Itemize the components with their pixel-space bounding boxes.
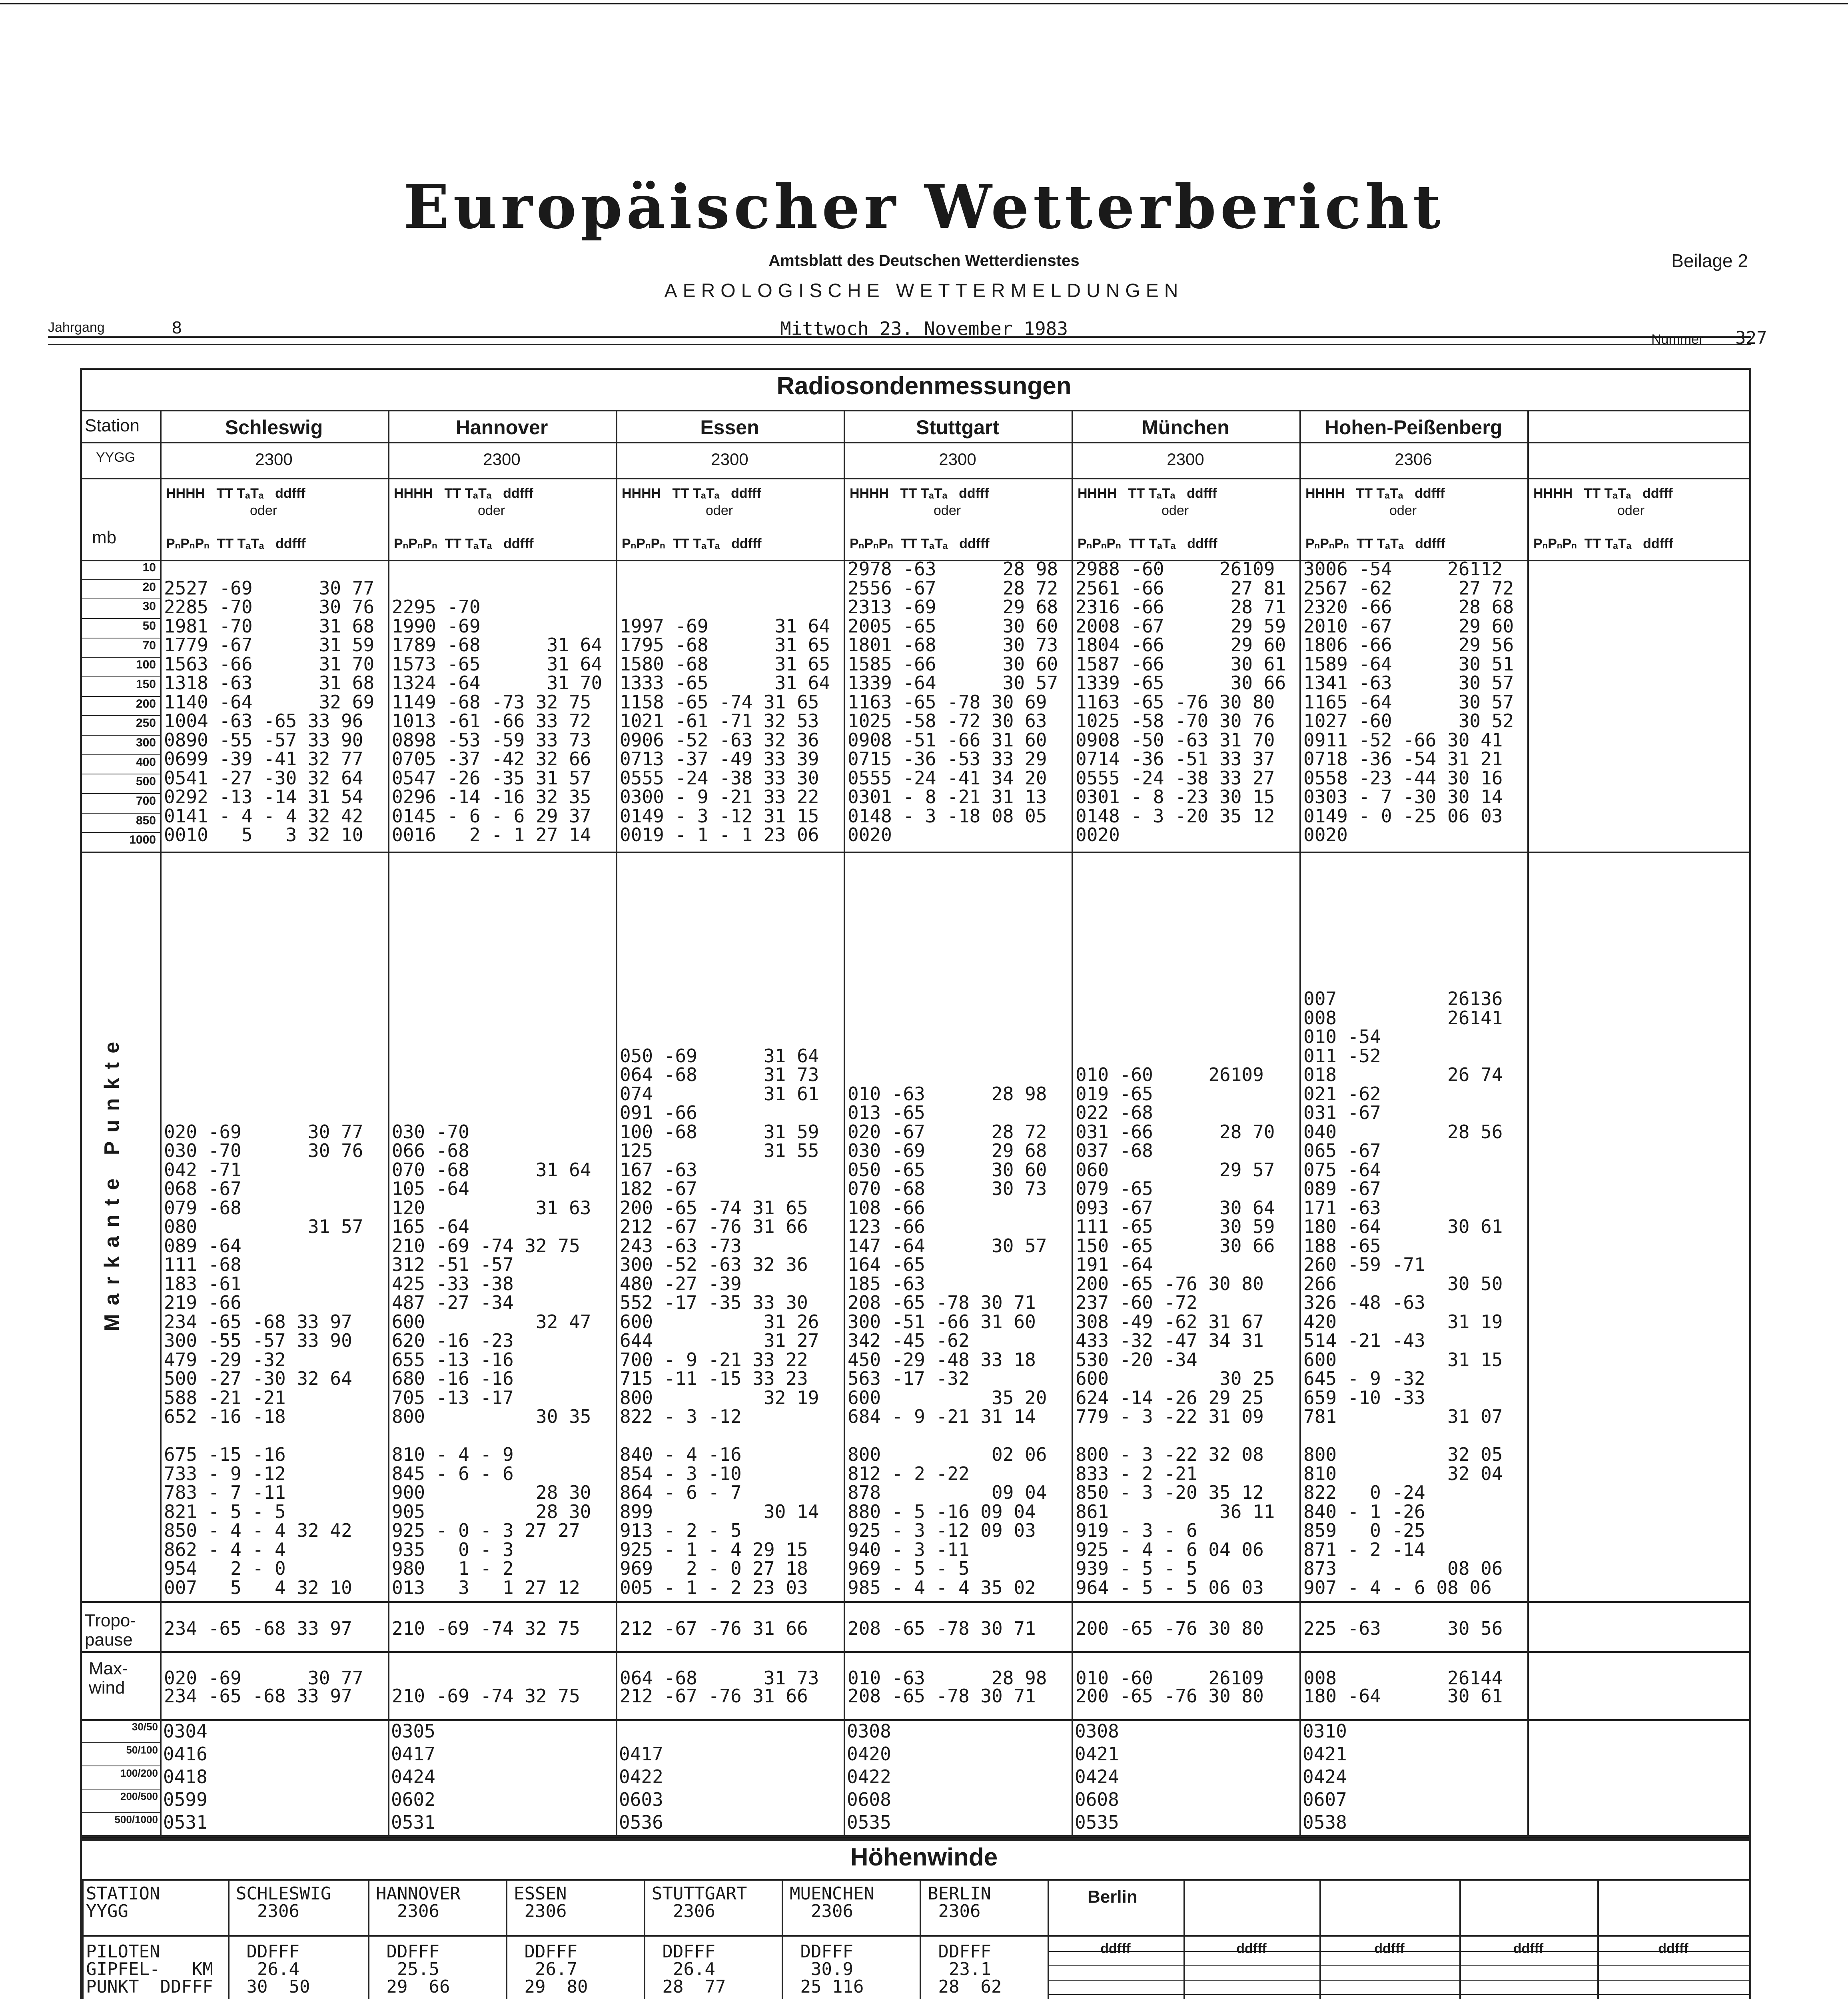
hw-station: HANNOVER 2306 bbox=[376, 1883, 461, 1921]
maxwind-data: 020 -69 30 77 234 -65 -68 33 97 bbox=[164, 1667, 363, 1707]
blank-col-ddfff: dd​fff bbox=[1374, 1941, 1405, 1956]
level-row-rule bbox=[82, 676, 160, 677]
column-header-alt: PₙPₙPₙ TT TₐTₐ ddfff bbox=[622, 536, 762, 551]
jahrgang-label: Jahrgang bbox=[48, 320, 105, 335]
level-label: 100 bbox=[136, 658, 156, 672]
radiosonde-row-rule bbox=[82, 442, 1749, 443]
hoehenwinde-col-rule bbox=[644, 1879, 645, 1999]
level-row-rule bbox=[82, 657, 160, 658]
hw-station: BERLIN 2306 bbox=[928, 1883, 991, 1921]
tropopause-data: 225 -63 30 56 bbox=[1303, 1618, 1503, 1639]
column-header: HHHH TT TₐTₐ ddfff bbox=[1305, 486, 1445, 501]
tropopause-data: 234 -65 -68 33 97 bbox=[164, 1618, 352, 1639]
level-row-rule bbox=[82, 715, 160, 716]
level-label: 850 bbox=[136, 814, 156, 827]
column-header-oder: oder bbox=[1161, 503, 1189, 518]
hoehenwinde-title: Höhenwinde bbox=[850, 1843, 998, 1871]
hoehenwinde-row-rule bbox=[82, 1935, 1749, 1937]
level-row-rule bbox=[82, 793, 160, 794]
station-name: Hohen-Peißenberg bbox=[1324, 416, 1503, 439]
markante-punkte-data: 010 -63 28 98 013 -65 020 -67 28 72 030 -69 29 68 050 -65 30 60 070 -68 30 73 108 -66 123 -66 147 -64 30 57 164 -65 185 -63 208 -65 -78 30 71 300 -51 -66 31 60 342 -45 -62 450 -29 -48 33 18 563 -17 -32 600 35 20 684 - 9 -21 31 14 800 02 06 812 - 2 -22 878 09 04 880 - 5 -16 09 04 925 - 3 -12 09 03 940 - 3 -11 969 - 5 - 5 985 - 4 - 4 35 02 bbox=[848, 1083, 1047, 1598]
level-label: 700 bbox=[136, 794, 156, 808]
hw-station: MUENCHEN 2306 bbox=[790, 1883, 874, 1921]
markante-punkte-data: 007 26136 008 26141 010 -54 011 -52 018 26 74 021 -62 031 -67 040 28 56 065 -67 075 -64 089 -67 171 -63 180 -64 30 61 188 -65 260 -59 -71 266 30 50 326 -48 -63 420 31 19 514 -21 -43 600 31 15 645 - 9 -32 659 -10 -33 781 31 07 800 32 05 810 32 04 822 0 -24 840 - 1 -26 859 0 -25 871 - 2 -14 873 08 06 907 - 4 - 6 08 06 bbox=[1303, 988, 1503, 1598]
level-label: 300 bbox=[136, 736, 156, 749]
layer-thickness-data: 0308 0421 0424 0608 0535 bbox=[1075, 1720, 1119, 1833]
blank-grid-rule bbox=[1048, 1980, 1749, 1981]
radiosonde-row-rule bbox=[82, 1719, 1749, 1721]
small-level-row-rule bbox=[82, 1812, 160, 1813]
station-yygg: 2300 bbox=[255, 450, 293, 469]
radiosonde-col-rule bbox=[388, 410, 389, 1835]
column-header: HHHH TT TₐTₐ ddfff bbox=[1078, 486, 1217, 501]
jahrgang-value: 8 bbox=[172, 318, 182, 337]
hoehenwinde-col-rule bbox=[506, 1879, 507, 1999]
column-header: HHHH TT TₐTₐ ddfff bbox=[166, 486, 305, 501]
column-header: HHHH TT TₐTₐ ddfff bbox=[622, 486, 761, 501]
level-label: 20 bbox=[142, 580, 156, 594]
station-name: Schleswig bbox=[225, 416, 323, 439]
tropopause-data: 212 -67 -76 31 66 bbox=[620, 1618, 808, 1639]
station-name: Essen bbox=[700, 416, 759, 439]
radiosonde-row-rule bbox=[82, 1651, 1749, 1653]
piloten-label: PILOTEN GIPFEL- KM PUNKT DDFFF bbox=[86, 1941, 213, 1997]
hw-gipfel: DDFFF 30.9 25 116 bbox=[800, 1941, 864, 1997]
level-label: 500 bbox=[136, 775, 156, 788]
top-rule bbox=[0, 3, 1848, 4]
small-level-label: 50/100 bbox=[126, 1744, 158, 1756]
hoehenwinde-col-rule bbox=[1048, 1879, 1049, 1999]
column-header-oder: oder bbox=[478, 503, 505, 518]
markante-punkte-data: 030 -70 066 -68 070 -68 31 64 105 -64 120 31 63 165 -64 210 -69 -74 32 75 312 -51 -57 425 -33 -38 487 -27 -34 600 32 47 620 -16 -23 655 -13 -16 680 -16 -16 705 -13 -17 800 30 35 810 - 4 - 9 845 - 6 - 6 900 28 30 905 28 30 925 - 0 - 3 27 27 935 0 - 3 980 1 - 2 013 3 1 27 12 bbox=[392, 1121, 591, 1598]
small-level-label: 500/1000 bbox=[114, 1813, 158, 1825]
subtitle: Amtsblatt des Deutschen Wetterdienstes bbox=[768, 252, 1080, 269]
blank-grid-rule bbox=[1048, 1965, 1749, 1966]
header-rule-2 bbox=[48, 344, 1751, 345]
station-yygg: 2300 bbox=[483, 450, 521, 469]
markante-punkte-data: 010 -60 26109 019 -65 022 -68 031 -66 28 70 037 -68 060 29 57 079 -65 093 -67 30 64 111 -65 30 59 150 -65 30 66 191 -64 200 -65 -76 30 80 237 -60 -72 308 -49 -62 31 67 433 -32 -47 34 31 530 -20 -34 600 30 25 624 -14 -26 29 25 779 - 3 -22 31 09 800 - 3 -22 32 08 833 - 2 -21 850 - 3 -20 35 12 861 36 11 919 - 3 - 6 925 - 4 - 6 04 06 939 - 5 - 5 964 - 5 - 5 06 03 bbox=[1076, 1064, 1275, 1598]
hw-station: ESSEN 2306 bbox=[514, 1883, 567, 1921]
tropopause-row-label: Tropo- pause bbox=[85, 1611, 136, 1650]
level-row-rule bbox=[82, 735, 160, 736]
blank-col-ddfff: dd​fff bbox=[1658, 1941, 1688, 1956]
level-label: 1000 bbox=[129, 833, 156, 847]
level-label: 200 bbox=[136, 697, 156, 710]
maxwind-data: 008 26144 180 -64 30 61 bbox=[1303, 1667, 1503, 1707]
column-header-alt: PₙPₙPₙ TT TₐTₐ ddfff bbox=[1533, 536, 1673, 551]
standard-level-data: 2988 -60 26109 2561 -66 27 81 2316 -66 28 71 2008 -67 29 59 1804 -66 29 60 1587 -66 30 61 1339 -65 30 66 1163 -65 -76 30 80 1025 -58 -70 30 76 0908 -50 -63 31 70 0714 -36 -51 33 37 0555 -24 -38 33 27 0301 - 8 -23 30 15 0148 - 3 -20 35 12 0020 bbox=[1076, 558, 1286, 846]
blank-col-ddfff: dd​fff bbox=[1236, 1941, 1267, 1956]
standard-level-data: 2978 -63 28 98 2556 -67 28 72 2313 -69 29 68 2005 -65 30 60 1801 -68 30 73 1585 -66 30 60 1339 -64 30 57 1163 -65 -78 30 69 1025 -58 -72 30 63 0908 -51 -66 31 60 0715 -36 -53 33 29 0555 -24 -41 34 20 0301 - 8 -21 31 13 0148 - 3 -18 08 05 0020 bbox=[848, 558, 1058, 846]
station-row-label: Station bbox=[85, 416, 140, 435]
small-level-label: 200/500 bbox=[120, 1790, 158, 1802]
level-row-rule bbox=[82, 754, 160, 755]
radiosonde-col-rule bbox=[1072, 410, 1073, 1835]
standard-level-data: 1997 -69 31 64 1795 -68 31 65 1580 -68 31 65 1333 -65 31 64 1158 -65 -74 31 65 1021 -61 -71 32 53 0906 -52 -63 32 36 0713 -37 -49 33 39 0555 -24 -38 33 30 0300 - 9 -21 33 22 0149 - 3 -12 31 15 0019 - 1 - 1 23 06 bbox=[620, 615, 830, 846]
hoehenwinde-row-rule bbox=[82, 1879, 1749, 1881]
column-header-alt: PₙPₙPₙ TT TₐTₐ ddfff bbox=[1078, 536, 1217, 551]
layer-thickness-data: 0308 0420 0422 0608 0535 bbox=[847, 1720, 891, 1833]
hw-gipfel: DDFFF 26.7 29 80 bbox=[524, 1941, 588, 1997]
hoehenwinde-col-rule bbox=[1597, 1879, 1599, 1999]
radiosonde-row-rule bbox=[82, 1601, 1749, 1603]
station-yygg: 2306 bbox=[1395, 450, 1432, 469]
radiosonde-row-rule bbox=[82, 410, 1749, 411]
page-title: Europäischer Wetterbericht bbox=[403, 172, 1445, 242]
level-row-rule bbox=[82, 832, 160, 833]
level-row-rule bbox=[82, 696, 160, 697]
column-header: HHHH TT TₐTₐ ddfff bbox=[394, 486, 533, 501]
column-header: HHHH TT TₐTₐ ddfff bbox=[1533, 486, 1673, 501]
nummer-value: 327 bbox=[1735, 328, 1767, 348]
hoehenwinde-col-rule bbox=[1749, 1879, 1751, 1999]
column-header-alt: PₙPₙPₙ TT TₐTₐ ddfff bbox=[1305, 536, 1445, 551]
level-label: 250 bbox=[136, 716, 156, 730]
hoehenwinde-col-rule bbox=[82, 1879, 84, 1999]
radiosonde-row-rule bbox=[82, 1835, 1749, 1837]
station-name: Hannover bbox=[455, 416, 548, 439]
hw-gipfel: DDFFF 26.4 28 77 bbox=[662, 1941, 726, 1997]
radiosonde-row-rule bbox=[82, 852, 1749, 853]
blank-col-ddfff: dd​fff bbox=[1100, 1941, 1131, 1956]
blank-col-ddfff: dd​fff bbox=[1513, 1941, 1544, 1956]
markante-punkte-label: Markante Punkte bbox=[100, 1033, 124, 1331]
level-label: 150 bbox=[136, 678, 156, 691]
small-level-row-rule bbox=[82, 1789, 160, 1790]
station-name: München bbox=[1142, 416, 1229, 439]
radiosonde-col-rule bbox=[1749, 410, 1751, 1835]
column-header-oder: oder bbox=[250, 503, 277, 518]
hw-station: SCHLESWIG 2306 bbox=[236, 1883, 331, 1921]
radiosonde-col-rule bbox=[844, 410, 845, 1835]
hoehenwinde-col-rule bbox=[920, 1879, 921, 1999]
berlin-box-label: Berlin bbox=[1088, 1887, 1138, 1907]
station-yygg: 2300 bbox=[711, 450, 748, 469]
blank-grid-rule bbox=[1048, 1994, 1749, 1995]
markante-punkte-data: 020 -69 30 77 030 -70 30 76 042 -71 068 -67 079 -68 080 31 57 089 -64 111 -68 183 -61 219 -66 234 -65 -68 33 97 300 -55 -57 33 90 479 -29 -32 500 -27 -30 32 64 588 -21 -21 652 -16 -18 675 -15 -16 733 - 9 -12 783 - 7 -11 821 - 5 - 5 850 - 4 - 4 32 42 862 - 4 - 4 954 2 - 0 007 5 4 32 10 bbox=[164, 1121, 363, 1598]
small-level-label: 30/50 bbox=[132, 1721, 158, 1733]
issue-date: Mittwoch 23. November 1983 bbox=[780, 318, 1068, 339]
hoehenwinde-col-rule bbox=[1319, 1879, 1321, 1999]
radiosonde-col-rule bbox=[616, 410, 617, 1835]
column-header: HHHH TT TₐTₐ ddfff bbox=[850, 486, 989, 501]
maxwind-data: 064 -68 31 73 212 -67 -76 31 66 bbox=[620, 1667, 819, 1707]
radiosonde-col-rule bbox=[1527, 410, 1529, 1835]
radiosonde-row-rule bbox=[82, 478, 1749, 479]
column-header-alt: PₙPₙPₙ TT TₐTₐ ddfff bbox=[850, 536, 990, 551]
beilage-label: Beilage 2 bbox=[1671, 250, 1748, 271]
hoehenwinde-col-rule bbox=[1183, 1879, 1185, 1999]
yygg-row-label: YYGG bbox=[96, 450, 136, 465]
markante-punkte-data: 050 -69 31 64 064 -68 31 73 074 31 61 091 -66 100 -68 31 59 125 31 55 167 -63 182 -67 200 -65 -74 31 65 212 -67 -76 31 66 243 -63 -73 300 -52 -63 32 36 480 -27 -39 552 -17 -35 33 30 600 31 26 644 31 27 700 - 9 -21 33 22 715 -11 -15 33 23 800 32 19 822 - 3 -12 840 - 4 -16 854 - 3 -10 864 - 6 - 7 899 30 14 913 - 2 - 5 925 - 1 - 4 29 15 969 2 - 0 27 18 005 - 1 - 2 23 03 bbox=[620, 1045, 819, 1598]
level-row-rule bbox=[82, 813, 160, 814]
column-header-oder: oder bbox=[934, 503, 961, 518]
column-header-oder: oder bbox=[1617, 503, 1645, 518]
hw-gipfel: DDFFF 25.5 29 66 bbox=[386, 1941, 450, 1997]
tropopause-data: 208 -65 -78 30 71 bbox=[848, 1618, 1036, 1639]
layer-thickness-data: 0305 0417 0424 0602 0531 bbox=[391, 1720, 435, 1833]
station-yygg: 2300 bbox=[939, 450, 976, 469]
maxwind-data: 010 -60 26109 200 -65 -76 30 80 bbox=[1076, 1667, 1264, 1707]
station-name: Stuttgart bbox=[916, 416, 1000, 439]
level-label: 50 bbox=[142, 619, 156, 632]
layer-thickness-data: 0304 0416 0418 0599 0531 bbox=[163, 1720, 208, 1833]
mb-row-label: mb bbox=[92, 528, 117, 547]
hw-gipfel: DDFFF 26.4 30 50 bbox=[246, 1941, 310, 1997]
radiosonde-title: Radiosondenmessungen bbox=[776, 372, 1072, 400]
tropopause-data: 210 -69 -74 32 75 bbox=[392, 1618, 580, 1639]
column-header-oder: oder bbox=[1389, 503, 1417, 518]
radiosonde-col-rule bbox=[1299, 410, 1301, 1835]
hoehenwinde-col-rule bbox=[1459, 1879, 1461, 1999]
level-label: 400 bbox=[136, 755, 156, 769]
layer-thickness-data: 0310 0421 0424 0607 0538 bbox=[1303, 1720, 1347, 1833]
hoehenwinde-col-rule bbox=[228, 1879, 230, 1999]
column-header-alt: PₙPₙPₙ TT TₐTₐ ddfff bbox=[394, 536, 534, 551]
hoehenwinde-col-rule bbox=[368, 1879, 369, 1999]
column-header-alt: PₙPₙPₙ TT TₐTₐ ddfff bbox=[166, 536, 306, 551]
level-label: 70 bbox=[142, 638, 156, 652]
level-label: 30 bbox=[142, 600, 156, 613]
column-header-oder: oder bbox=[706, 503, 733, 518]
section-heading-aerologische: AEROLOGISCHE WETTERMELDUNGEN bbox=[664, 280, 1184, 301]
radiosonde-col-rule bbox=[160, 410, 162, 1835]
standard-level-data: 2527 -69 30 77 2285 -70 30 76 1981 -70 31 68 1779 -67 31 59 1563 -66 31 70 1318 -63 31 68 1140 -64 32 69 1004 -63 -65 33 96 0890 -55 -57 33 90 0699 -39 -41 32 77 0541 -27 -30 32 64 0292 -13 -14 31 54 0141 - 4 - 4 32 42 0010 5 3 32 10 bbox=[164, 577, 375, 846]
maxwind-data: 010 -63 28 98 208 -65 -78 30 71 bbox=[848, 1667, 1047, 1707]
hw-gipfel: DDFFF 23.1 28 62 bbox=[938, 1941, 1002, 1997]
standard-level-data: 3006 -54 26112 2567 -62 27 72 2320 -66 28 68 2010 -67 29 60 1806 -66 29 56 1589 -64 30 51 1341 -63 30 57 1165 -64 30 57 1027 -60 30 52 0911 -52 -66 30 41 0718 -36 -54 31 21 0558 -23 -44 30 16 0303 - 7 -30 30 14 0149 - 0 -25 06 03 0020 bbox=[1303, 558, 1514, 846]
tropopause-data: 200 -65 -76 30 80 bbox=[1076, 1618, 1264, 1639]
level-row-rule bbox=[82, 579, 160, 580]
station-yygg: 2300 bbox=[1167, 450, 1204, 469]
hw-station: STUTTGART 2306 bbox=[652, 1883, 747, 1921]
maxwind-data: 210 -69 -74 32 75 bbox=[392, 1685, 580, 1707]
standard-level-data: 2295 -70 1990 -69 1789 -68 31 64 1573 -65 31 64 1324 -64 31 70 1149 -68 -73 32 75 1013 -61 -66 33 72 0898 -53 -59 33 73 0705 -37 -42 32 66 0547 -26 -35 31 57 0296 -14 -16 32 35 0145 - 6 - 6 29 37 0016 2 - 1 27 14 bbox=[392, 596, 603, 846]
hoehenwinde-col-rule bbox=[782, 1879, 783, 1999]
small-level-row-rule bbox=[82, 1742, 160, 1743]
nummer-label: Nummer bbox=[1651, 332, 1704, 347]
layer-thickness-data: 0417 0422 0603 0536 bbox=[619, 1743, 663, 1833]
maxwind-row-label: Max- wind bbox=[89, 1659, 128, 1698]
small-level-label: 100/200 bbox=[120, 1767, 158, 1779]
level-row-rule bbox=[82, 618, 160, 619]
station-label: STATION YYGG bbox=[86, 1883, 160, 1921]
small-level-row-rule bbox=[82, 1719, 160, 1720]
level-row-rule bbox=[82, 560, 160, 561]
level-label: 10 bbox=[142, 561, 156, 574]
